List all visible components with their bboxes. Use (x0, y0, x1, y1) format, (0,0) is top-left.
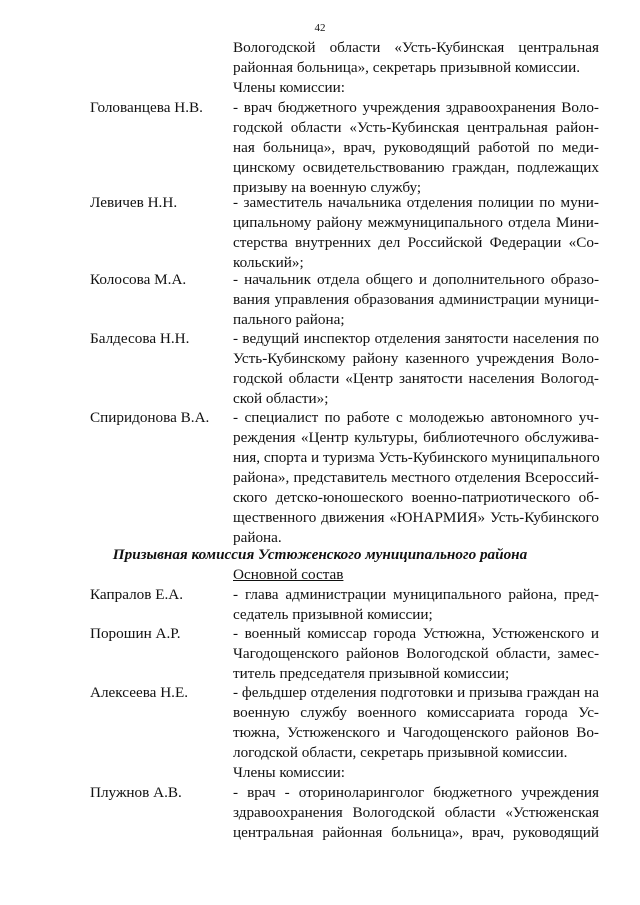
text-line: годской области «Усть-Кубинская центральная район- (233, 119, 599, 136)
text-line: призыву на военную службу; (233, 179, 422, 196)
member-name: Капралов Е.А. (90, 586, 184, 603)
text-line: логодской области, секретарь призывной комиссии. (233, 744, 568, 761)
text-line: центральная районная больница», врач, руководящий (233, 824, 599, 841)
text-line: - военный комиссар города Устюжна, Устюженского и (233, 625, 599, 642)
member-name: Колосова М.А. (90, 271, 187, 288)
member-name: Левичев Н.Н. (90, 194, 178, 211)
text-line: ской области»; (233, 390, 329, 407)
text-line: ния, спорта и туризма Усть-Кубинского муниципального (233, 449, 600, 466)
text-line: - врач - оториноларинголог бюджетного учреждения (233, 784, 599, 801)
text-line: военную службу военного комиссариата города Ус- (233, 704, 599, 721)
member-name: Голованцева Н.В. (90, 99, 203, 116)
text-line: - глава администрации муниципального района, пред- (233, 586, 599, 603)
text-line: районная больница», секретарь призывной комиссии. (233, 59, 581, 76)
section-title: Призывная комиссия Устюженского муниципального района (112, 546, 528, 563)
text-line: здравоохранения Вологодской области «Устюженская (233, 804, 599, 821)
section-subtitle: Основной состав (233, 566, 344, 583)
members-label: Члены комиссии: (233, 79, 345, 96)
text-line: Чагодощенского районов Вологодской области, замес- (233, 645, 599, 662)
text-line: ципальному району межмуниципального отдела Мини- (233, 214, 599, 231)
text-line: района», представитель местного отделения Всероссий- (233, 469, 599, 486)
text-line: пального района; (233, 311, 345, 328)
text-line: ского детско-юношеского военно-патриотического об- (233, 489, 599, 506)
text-line: седатель призывной комиссии; (233, 606, 433, 623)
text-line: - ведущий инспектор отделения занятости населения по (233, 330, 599, 347)
text-line: ная больница», врач, руководящий работой по меди- (233, 139, 599, 156)
text-line: кольский»; (233, 254, 304, 271)
text-line: - специалист по работе с молодежью автономного уч- (233, 409, 599, 426)
text-line: - заместитель начальника отделения полиции по муни- (233, 194, 599, 211)
text-line: Усть-Кубинскому району казенного учреждения Воло- (233, 350, 599, 367)
text-line: щественного движения «ЮНАРМИЯ» Усть-Кубинского (233, 509, 599, 526)
text-line: вания управления образования администрации муници- (233, 291, 599, 308)
members-label: Члены комиссии: (233, 764, 345, 781)
text-line: - врач бюджетного учреждения здравоохранения Воло- (233, 99, 599, 116)
text-line: стерства внутренних дел Российской Федерации «Со- (233, 234, 599, 251)
text-line: тюжна, Устюженского и Чагодощенского районов Во- (233, 724, 599, 741)
member-name: Алексеева Н.Е. (90, 684, 189, 701)
text-line: - начальник отдела общего и дополнительного образо- (233, 271, 599, 288)
member-name: Балдесова Н.Н. (90, 330, 190, 347)
text-line: титель председателя призывной комиссии; (233, 665, 510, 682)
text-line: реждения «Центр культуры, библиотечного обслужива- (233, 429, 599, 446)
member-name: Спиридонова В.А. (90, 409, 210, 426)
member-name: Плужнов А.В. (90, 784, 182, 801)
text-line: цинскому освидетельствованию граждан, подлежащих (233, 159, 599, 176)
page-number: 42 (314, 22, 326, 34)
text-line: годской области «Центр занятости населения Вологод- (233, 370, 599, 387)
text-line: Вологодской области «Усть-Кубинская центральная (233, 39, 599, 56)
text-line: района. (233, 529, 282, 546)
text-line: - фельдшер отделения подготовки и призыва граждан на (233, 684, 599, 701)
member-name: Порошин А.Р. (90, 625, 181, 642)
